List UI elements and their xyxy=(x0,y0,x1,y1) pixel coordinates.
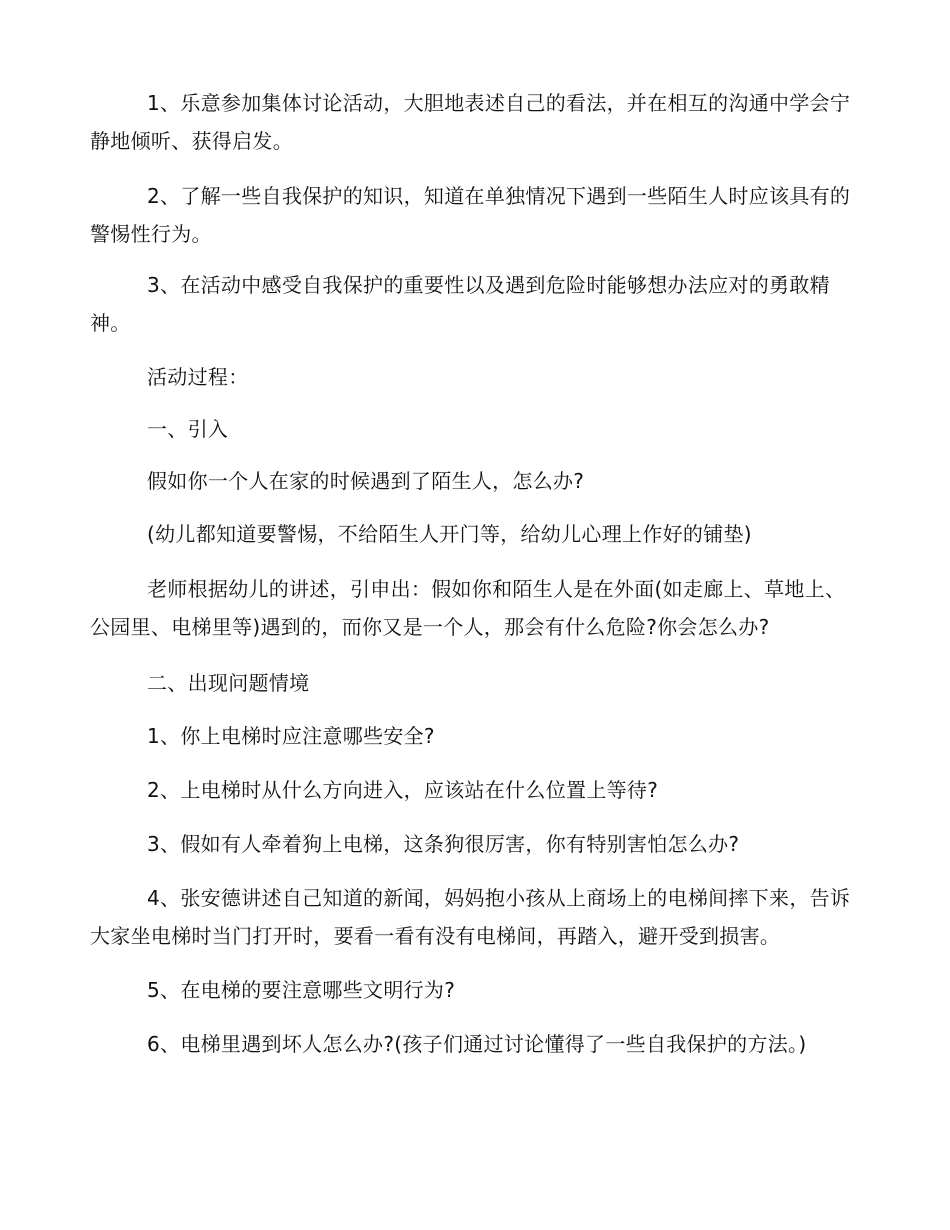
paragraph-intro-question: 假如你一个人在家的时候遇到了陌生人，怎么办? xyxy=(147,469,585,493)
paragraph-intro-note: (幼儿都知道要警惕，不给陌生人开门等，给幼儿心理上作好的铺垫) xyxy=(147,522,752,546)
section-heading-intro: 一、引入 xyxy=(147,417,229,441)
list-item-question-4: 4、张安德讲述自己知道的新闻，妈妈抱小孩从上商场上的电梯间摔下来，告诉大家坐电梯时当门打开时，要看一看有没有电梯间，再踏入，避开受到损害。 xyxy=(90,886,851,948)
paragraph-goal-2: 2、了解一些自我保护的知识，知道在单独情况下遇到一些陌生人时应该具有的警惕性行为。 xyxy=(90,184,851,246)
paragraph-goal-3: 3、在活动中感受自我保护的重要性以及遇到危险时能够想办法应对的勇敢精神。 xyxy=(90,273,830,335)
section-heading-problem: 二、出现问题情境 xyxy=(147,671,310,695)
paragraph-goal-1: 1、乐意参加集体讨论活动，大胆地表述自己的看法，并在相互的沟通中学会宁静地倾听、获得启发。 xyxy=(90,91,851,153)
list-item-question-5: 5、在电梯的要注意哪些文明行为? xyxy=(147,978,456,1002)
list-item-question-1: 1、你上电梯时应注意哪些安全? xyxy=(147,724,435,748)
list-item-question-6: 6、电梯里遇到坏人怎么办?(孩子们通过讨论懂得了一些自我保护的方法。) xyxy=(147,1032,807,1056)
section-heading-process: 活动过程： xyxy=(147,365,249,389)
paragraph-teacher-extension: 老师根据幼儿的讲述，引申出：假如你和陌生人是在外面(如走廊上、草地上、公园里、电梯里等)遇到的，而你又是一个人，那会有什么危险?你会怎么办? xyxy=(90,577,846,639)
list-item-question-2: 2、上电梯时从什么方向进入，应该站在什么位置上等待? xyxy=(147,778,659,802)
list-item-question-3: 3、假如有人牵着狗上电梯，这条狗很厉害，你有特别害怕怎么办? xyxy=(147,832,740,856)
